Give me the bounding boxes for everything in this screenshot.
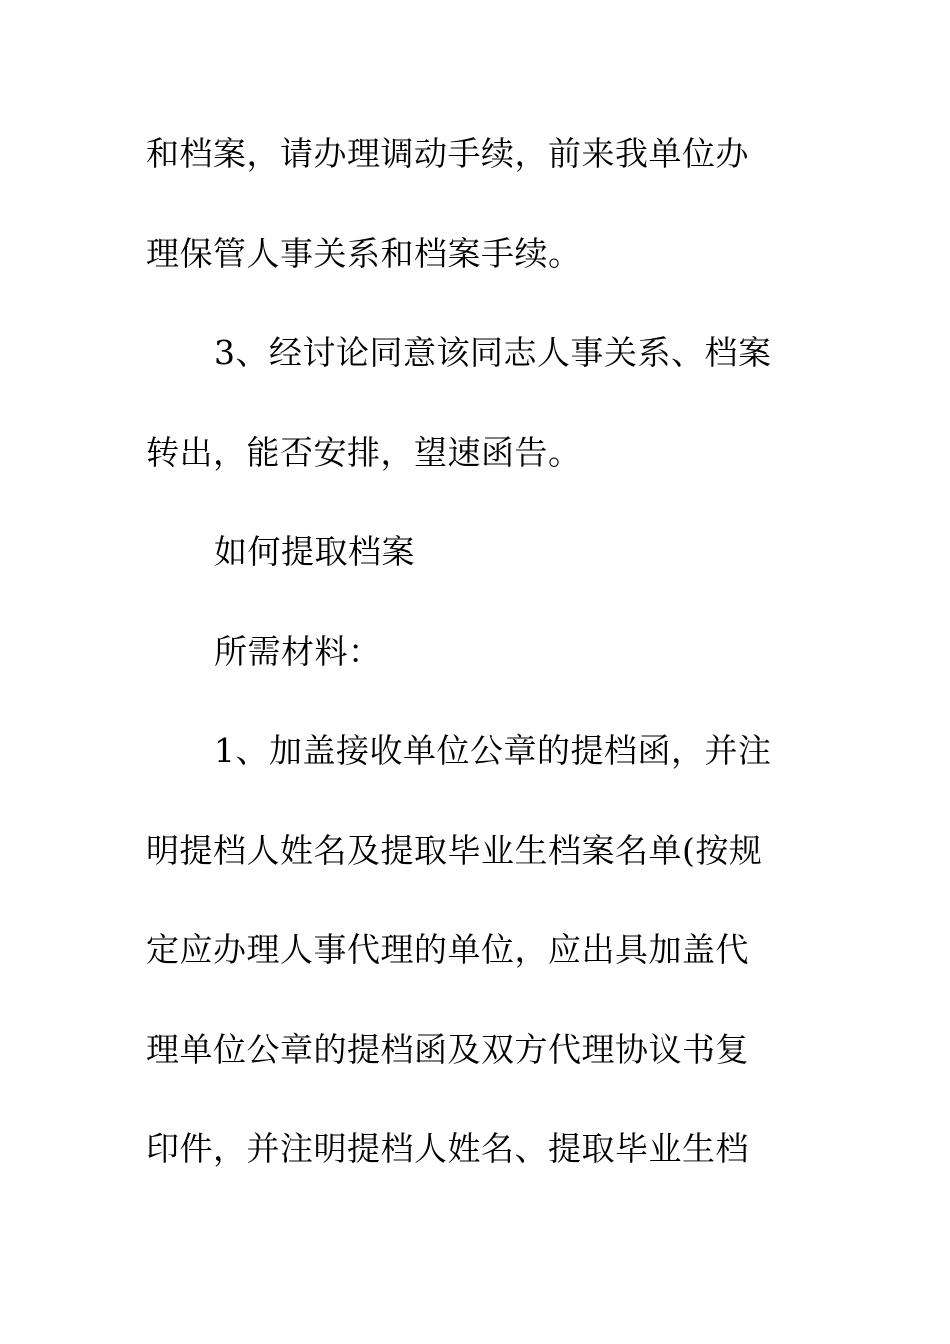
paragraph-line: 理单位公章的提档函及双方代理协议书复 <box>146 1030 749 1069</box>
paragraph-line: 定应办理人事代理的单位，应出具加盖代 <box>146 930 749 969</box>
paragraph-line: 理保管人事关系和档案手续。 <box>146 234 582 273</box>
paragraph-line: 转出，能否安排，望速函告。 <box>146 433 582 472</box>
paragraph-line: 所需材料： <box>214 632 382 671</box>
section-heading: 如何提取档案 <box>214 532 415 571</box>
paragraph-line: 3、经讨论同意该同志人事关系、档案 <box>214 333 772 372</box>
paragraph-line: 印件，并注明提档人姓名、提取毕业生档 <box>146 1129 749 1168</box>
paragraph-line: 明提档人姓名及提取毕业生档案名单(按规 <box>146 831 763 870</box>
paragraph-line: 1、加盖接收单位公章的提档函，并注 <box>214 731 772 770</box>
paragraph-line: 和档案，请办理调动手续，前来我单位办 <box>146 134 749 173</box>
